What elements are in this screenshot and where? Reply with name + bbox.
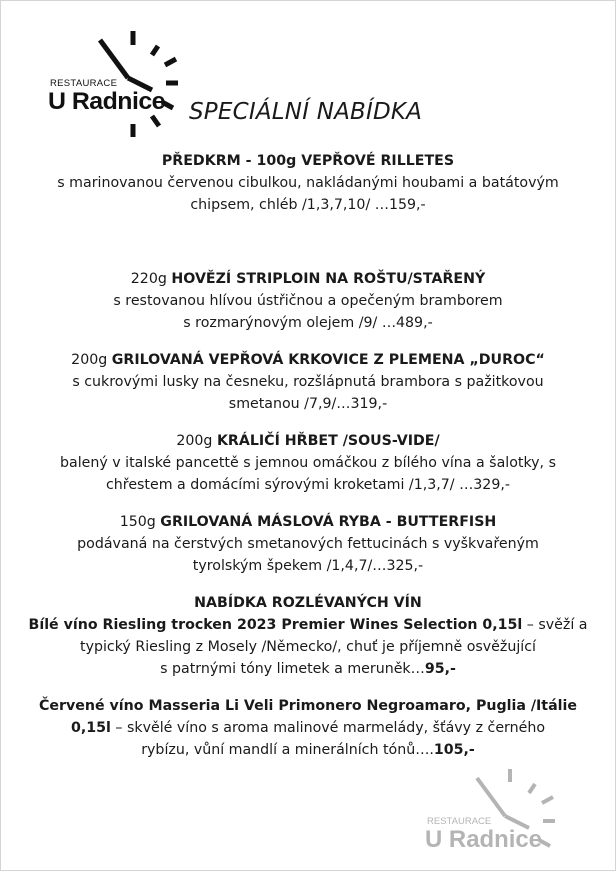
menu-item-desc: balený v italské pancettě s jemnou omáčkou z bílého vína a šalotky, s (60, 455, 556, 471)
item-name: HOVĚZÍ STRIPLOIN NA ROŠTU/STAŘENÝ (171, 271, 486, 287)
item-name: VEPŘOVÉ RILLETES (301, 153, 455, 169)
restaurant-logo (48, 28, 188, 140)
menu-item-title (0, 269, 616, 289)
item-prefix: PŘEDKRM - 100g (161, 153, 302, 169)
item-name: GRILOVANÁ VEPŘOVÁ KRKOVICE Z PLEMENA „DUROC“ (111, 352, 545, 368)
menu-item-desc: s restovanou hlívou ústřičnou a opečeným bramborem (113, 293, 503, 309)
menu-item-title (0, 512, 616, 532)
logo-small-text: RESTAURACE (427, 816, 492, 827)
red-wine-line (0, 696, 616, 716)
item-prefix: 220g (130, 271, 172, 287)
red-wine-desc: 0,15l – skvělé víno s aroma malinové marmelády, šťávy z černého (70, 720, 546, 736)
item-name: KRÁLIČÍ HŘBET /SOUS-VIDE/ (216, 433, 440, 449)
menu-item-desc: podávaná na čerstvých smetanových fettucinách s vyškvařeným (77, 536, 539, 552)
item-prefix: 200g (176, 433, 217, 449)
logo-name: U Radnice (425, 826, 542, 853)
item-prefix: 200g (71, 352, 112, 368)
restaurant-logo-faded (425, 766, 565, 878)
red-wine-price: 105,- (433, 742, 475, 758)
menu-item-title (0, 350, 616, 370)
menu-item-desc: tyrolským špekem /1,4,7/…325,- (192, 558, 424, 574)
white-wine-price: 95,- (424, 661, 456, 677)
white-wine-line: Bílé víno Riesling trocken 2023 Premier Wines Selection 0,15l – svěží a (28, 617, 588, 633)
menu-item-desc: chřestem a domácími sýrovými kroketami /1,3,7/ …329,- (106, 477, 510, 493)
red-wine-name: Červené víno Masseria Li Veli Primonero Negroamaro, Puglia /Itálie (38, 698, 578, 714)
item-name: GRILOVANÁ MÁSLOVÁ RYBA - BUTTERFISH (160, 514, 497, 530)
white-wine-name: Bílé víno Riesling trocken 2023 Premier Wines Selection 0,15l (28, 617, 523, 633)
menu-item-title (0, 151, 616, 171)
red-wine-volume: 0,15l (70, 720, 111, 736)
white-wine-desc: typický Riesling z Mosely /Německo/, chuť je příjemně osvěžující (80, 639, 536, 655)
page-title: SPECIÁLNÍ NABÍDKA (189, 99, 423, 125)
menu-item-desc: s marinovanou červenou cibulkou, nakládanými houbami a batátovým (57, 175, 559, 191)
logo-name: U Radnice (48, 88, 166, 115)
wine-section-heading: NABÍDKA ROZLÉVANÝCH VÍN (194, 595, 422, 611)
menu-item-title (0, 431, 616, 451)
white-wine-desc: s patrnými tóny limetek a meruněk…95,- (160, 661, 456, 677)
menu-item-desc: smetanou /7,9/…319,- (228, 396, 388, 412)
menu-item-desc: chipsem, chléb /1,3,7,10/ …159,- (190, 197, 426, 213)
item-prefix: 150g (119, 514, 161, 530)
menu-item-desc: s cukrovými lusky na česneku, rozšlápnutá brambora s pažitkovou (72, 374, 544, 390)
logo-small-text: RESTAURACE (50, 78, 118, 89)
red-wine-desc: rybízu, vůní mandlí a minerálních tónů….105,- (141, 742, 475, 758)
menu-item-desc: s rozmarýnovým olejem /9/ …489,- (183, 315, 433, 331)
